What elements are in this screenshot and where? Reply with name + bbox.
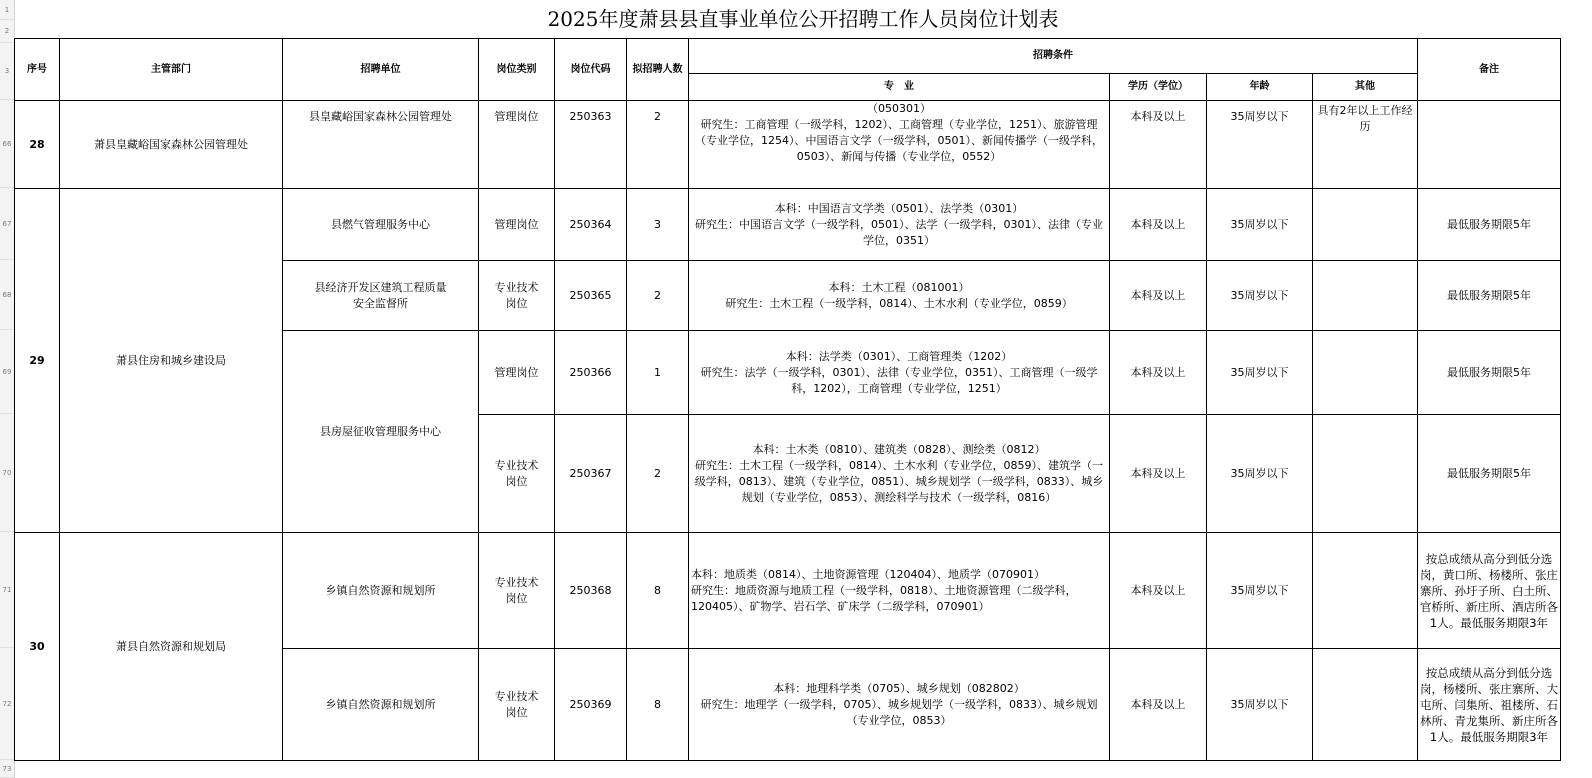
cell-education[interactable]: 本科及以上 bbox=[1110, 101, 1207, 189]
row-number[interactable]: 69 bbox=[0, 330, 14, 414]
cell-seq[interactable]: 28 bbox=[15, 101, 60, 189]
row-number[interactable]: 3 bbox=[0, 43, 14, 100]
header-education[interactable]: 学历（学位） bbox=[1110, 74, 1207, 101]
cell-major[interactable]: 本科：中国语言文学类（0501）、法学类（0301） 研究生：中国语言文学（一级学科，0501）、法学（一级学科，0301）、法律（专业学位，0351） bbox=[689, 189, 1110, 261]
cell-dept[interactable]: 萧县自然资源和规划局 bbox=[60, 533, 283, 761]
row-number[interactable]: 72 bbox=[0, 648, 14, 760]
row-number[interactable]: 70 bbox=[0, 414, 14, 532]
cell-age[interactable]: 35周岁以下 bbox=[1207, 415, 1313, 533]
cell-other[interactable]: 具有2年以上工作经历 bbox=[1313, 101, 1418, 189]
cell-seq[interactable]: 29 bbox=[15, 189, 60, 533]
header-major[interactable]: 专 业 bbox=[689, 74, 1110, 101]
cell-education[interactable]: 本科及以上 bbox=[1110, 533, 1207, 649]
cell-code[interactable]: 250366 bbox=[555, 331, 627, 415]
cell-code[interactable]: 250364 bbox=[555, 189, 627, 261]
cell-unit[interactable]: 乡镇自然资源和规划所 bbox=[283, 649, 479, 761]
cell-notes[interactable]: 按总成绩从高分到低分选岗，黄口所、杨楼所、张庄寨所、孙圩子所、白土所、官桥所、新庄所、酒店所各1人。最低服务期限3年 bbox=[1418, 533, 1561, 649]
header-category[interactable]: 岗位类别 bbox=[479, 39, 555, 101]
cell-other[interactable] bbox=[1313, 649, 1418, 761]
cell-notes[interactable]: 最低服务期限5年 bbox=[1418, 331, 1561, 415]
row-number[interactable]: 66 bbox=[0, 100, 14, 188]
recruitment-plan-table bbox=[14, 38, 1561, 761]
cell-code[interactable]: 250368 bbox=[555, 533, 627, 649]
cell-count[interactable]: 2 bbox=[627, 101, 689, 189]
cell-education[interactable]: 本科及以上 bbox=[1110, 331, 1207, 415]
cell-unit[interactable]: 县皇藏峪国家森林公园管理处 bbox=[283, 101, 479, 189]
cell-category[interactable]: 管理岗位 bbox=[479, 101, 555, 189]
header-count[interactable]: 拟招聘人数 bbox=[627, 39, 689, 101]
cell-unit[interactable]: 县燃气管理服务中心 bbox=[283, 189, 479, 261]
cell-unit[interactable]: 乡镇自然资源和规划所 bbox=[283, 533, 479, 649]
cell-major[interactable]: 本科：土木工程（081001） 研究生：土木工程（一级学科，0814）、土木水利（专业学位，0859） bbox=[689, 261, 1110, 331]
cell-other[interactable] bbox=[1313, 261, 1418, 331]
row-number-column bbox=[0, 0, 15, 778]
header-code[interactable]: 岗位代码 bbox=[555, 39, 627, 101]
cell-code[interactable]: 250365 bbox=[555, 261, 627, 331]
table-title: 2025年度萧县县直事业单位公开招聘工作人员岗位计划表 bbox=[547, 7, 1059, 31]
cell-category[interactable]: 专业技术岗位 bbox=[479, 261, 555, 331]
cell-count[interactable]: 8 bbox=[627, 649, 689, 761]
cell-notes[interactable] bbox=[1418, 101, 1561, 189]
cell-age[interactable]: 35周岁以下 bbox=[1207, 331, 1313, 415]
cell-notes[interactable]: 最低服务期限5年 bbox=[1418, 261, 1561, 331]
cell-dept[interactable]: 萧县皇藏峪国家森林公园管理处 bbox=[60, 101, 283, 189]
cell-age[interactable]: 35周岁以下 bbox=[1207, 533, 1313, 649]
cell-unit[interactable]: 县房屋征收管理服务中心 bbox=[283, 331, 479, 533]
cell-count[interactable]: 8 bbox=[627, 533, 689, 649]
cell-major[interactable]: 本科：法学类（0301）、工商管理类（1202） 研究生：法学（一级学科，0301）、法律（专业学位，0351）、工商管理（一级学科，1202），工商管理（专业学位，1251） bbox=[689, 331, 1110, 415]
row-number[interactable]: 1 bbox=[0, 0, 14, 20]
header-unit[interactable]: 招聘单位 bbox=[283, 39, 479, 101]
row-number[interactable]: 73 bbox=[0, 760, 14, 778]
cell-other[interactable] bbox=[1313, 533, 1418, 649]
cell-category[interactable]: 专业技术岗位 bbox=[479, 649, 555, 761]
cell-seq[interactable]: 30 bbox=[15, 533, 60, 761]
cell-code[interactable]: 250367 bbox=[555, 415, 627, 533]
cell-count[interactable]: 1 bbox=[627, 331, 689, 415]
cell-category[interactable]: 管理岗位 bbox=[479, 331, 555, 415]
cell-category[interactable]: 专业技术岗位 bbox=[479, 415, 555, 533]
header-age[interactable]: 年龄 bbox=[1207, 74, 1313, 101]
header-dept[interactable]: 主管部门 bbox=[60, 39, 283, 101]
cell-education[interactable]: 本科及以上 bbox=[1110, 261, 1207, 331]
cell-other[interactable] bbox=[1313, 189, 1418, 261]
cell-major[interactable]: （050301） 研究生：工商管理（一级学科，1202）、工商管理（专业学位，1251）、旅游管理（专业学位，1254）、中国语言文学（一级学科，0501）、新闻传播学（一级学科，0503）、新闻与传播（专业学位，0552） bbox=[689, 101, 1110, 189]
cell-education[interactable]: 本科及以上 bbox=[1110, 189, 1207, 261]
cell-other[interactable] bbox=[1313, 331, 1418, 415]
cell-count[interactable]: 2 bbox=[627, 415, 689, 533]
cell-age[interactable]: 35周岁以下 bbox=[1207, 189, 1313, 261]
cell-category[interactable]: 专业技术岗位 bbox=[479, 533, 555, 649]
row-number[interactable]: 68 bbox=[0, 260, 14, 330]
cell-count[interactable]: 2 bbox=[627, 261, 689, 331]
header-seq[interactable]: 序号 bbox=[15, 39, 60, 101]
cell-dept[interactable]: 萧县住房和城乡建设局 bbox=[60, 189, 283, 533]
cell-other[interactable] bbox=[1313, 415, 1418, 533]
header-conditions[interactable]: 招聘条件 bbox=[689, 39, 1418, 74]
cell-education[interactable]: 本科及以上 bbox=[1110, 649, 1207, 761]
cell-count[interactable]: 3 bbox=[627, 189, 689, 261]
header-other[interactable]: 其他 bbox=[1313, 74, 1418, 101]
cell-age[interactable]: 35周岁以下 bbox=[1207, 101, 1313, 189]
cell-notes[interactable]: 最低服务期限5年 bbox=[1418, 189, 1561, 261]
cell-age[interactable]: 35周岁以下 bbox=[1207, 261, 1313, 331]
cell-category[interactable]: 管理岗位 bbox=[479, 189, 555, 261]
row-number[interactable]: 2 bbox=[0, 20, 14, 43]
cell-education[interactable]: 本科及以上 bbox=[1110, 415, 1207, 533]
cell-major[interactable]: 本科：地质类（0814）、土地资源管理（120404）、地质学（070901） 研究生：地质资源与地质工程（一级学科，0818）、土地资源管理（二级学科，120405）、矿物学、岩石学、矿床学（二级学科，070901） bbox=[689, 533, 1110, 649]
header-notes[interactable]: 备注 bbox=[1418, 39, 1561, 101]
row-number[interactable]: 67 bbox=[0, 188, 14, 260]
cell-major[interactable]: 本科：土木类（0810）、建筑类（0828）、测绘类（0812） 研究生：土木工程（一级学科，0814）、土木水利（专业学位，0859）、建筑学（一级学科，0813）、建筑（专业学位，0851）、城乡规划学（一级学科，0833）、城乡规划（专业学位，0853）、测绘科学与技术（一级学科，0816） bbox=[689, 415, 1110, 533]
cell-major[interactable]: 本科：地理科学类（0705）、城乡规划（082802） 研究生：地理学（一级学科，0705）、城乡规划学（一级学科，0833）、城乡规划（专业学位，0853） bbox=[689, 649, 1110, 761]
cell-notes[interactable]: 按总成绩从高分到低分选岗，杨楼所、张庄寨所、大屯所、闫集所、祖楼所、石林所、青龙集所、新庄所各1人。最低服务期限3年 bbox=[1418, 649, 1561, 761]
cell-notes[interactable]: 最低服务期限5年 bbox=[1418, 415, 1561, 533]
cell-code[interactable]: 250363 bbox=[555, 101, 627, 189]
cell-code[interactable]: 250369 bbox=[555, 649, 627, 761]
cell-age[interactable]: 35周岁以下 bbox=[1207, 649, 1313, 761]
cell-unit[interactable]: 县经济开发区建筑工程质量安全监督所 bbox=[283, 261, 479, 331]
row-number[interactable]: 71 bbox=[0, 532, 14, 648]
